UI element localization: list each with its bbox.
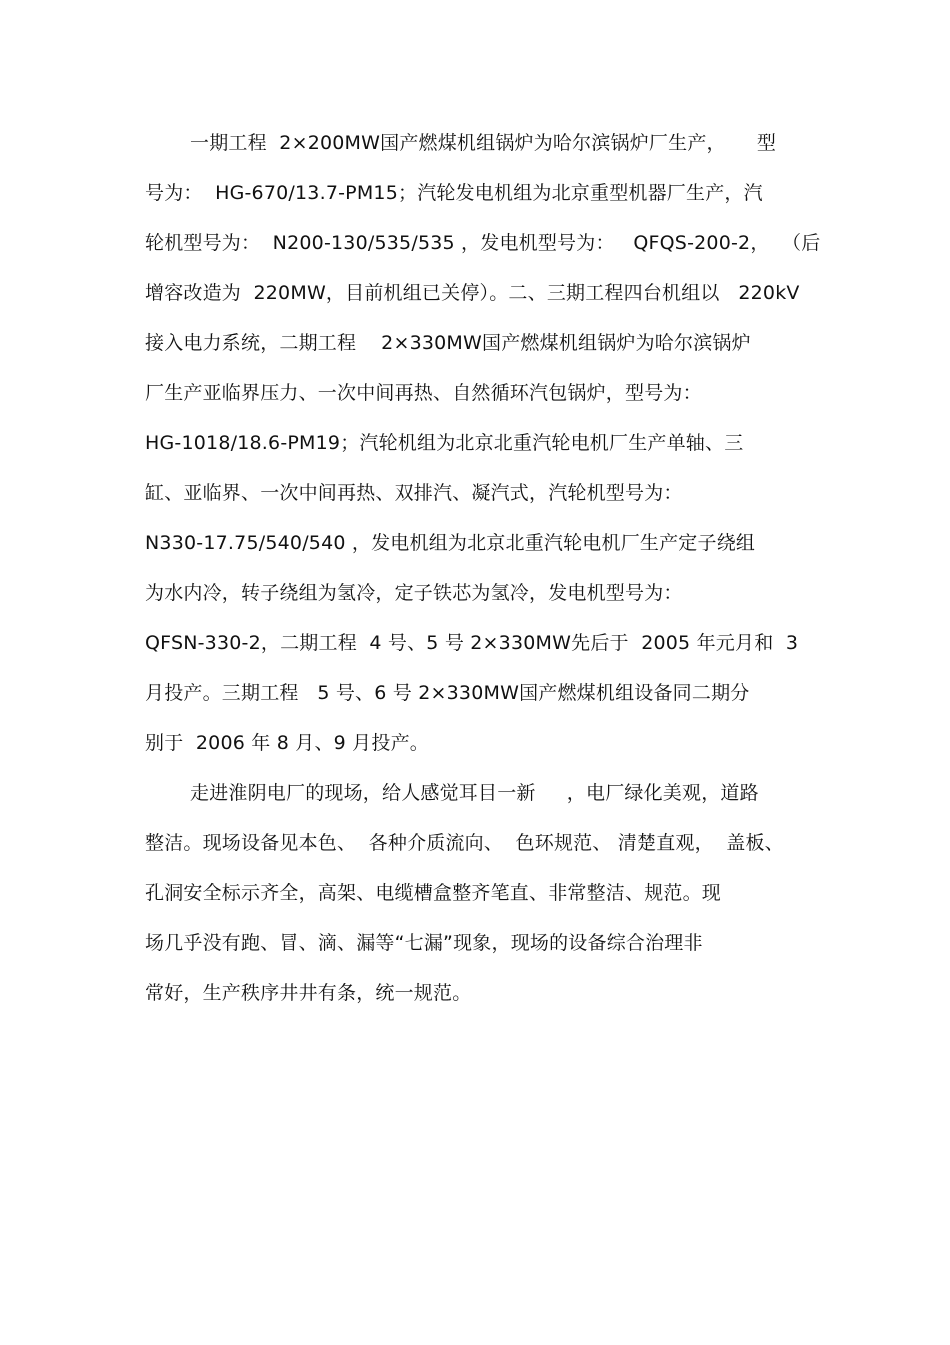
paragraph-2-line-1: 走进淮阴电厂的现场，给人感觉耳目一新 ，电厂绿化美观，道路 (190, 782, 759, 804)
paragraph-1-line-10: 为水内冷，转子绕组为氢冷，定子铁芯为氢冷，发电机型号为： (145, 582, 683, 604)
paragraph-1-line-8: 缸、亚临界、一次中间再热、双排汽、凝汽式，汽轮机型号为： (145, 482, 683, 504)
paragraph-2-line-3: 孔洞安全标示齐全，高架、电缆槽盒整齐笔直、非常整洁、规范。现 (145, 882, 722, 904)
paragraph-1-line-11: QFSN-330-2，二期工程 4 号、5 号 2×330MW先后于 2005 年元月和 3 (145, 632, 799, 654)
paragraph-1-line-4: 增容改造为 220MW，目前机组已关停）。二、三期工程四台机组以 220kV (145, 282, 800, 304)
paragraph-2-line-5: 常好，生产秩序井井有条，统一规范。 (145, 982, 472, 1004)
paragraph-2-line-4: 场几乎没有跑、冒、滴、漏等“七漏”现象，现场的设备综合治理非 (145, 932, 703, 954)
paragraph-2-line-2: 整洁。现场设备见本色、 各种介质流向、 色环规范、 清楚直观， 盖板、 (145, 832, 784, 854)
paragraph-1-line-2: 号为： HG-670/13.7-PM15；汽轮发电机组为北京重型机器厂生产，汽 (145, 182, 763, 204)
paragraph-1-line-1: 一期工程 2×200MW国产燃煤机组锅炉为哈尔滨锅炉厂生产， 型 (190, 132, 777, 154)
paragraph-1-line-6: 厂生产亚临界压力、一次中间再热、自然循环汽包锅炉，型号为： (145, 382, 702, 404)
paragraph-1-line-7: HG-1018/18.6-PM19；汽轮机组为北京北重汽轮电机厂生产单轴、三 (145, 432, 744, 454)
paragraph-1-line-3: 轮机型号为： N200-130/535/535 ，发电机型号为： QFQS-200-2， （后 (145, 232, 821, 254)
paragraph-1-line-13: 别于 2006 年 8 月、9 月投产。 (145, 732, 429, 754)
paragraph-1-line-5: 接入电力系统，二期工程 2×330MW国产燃煤机组锅炉为哈尔滨锅炉 (145, 332, 751, 354)
paragraph-1-line-12: 月投产。三期工程 5 号、6 号 2×330MW国产燃煤机组设备同二期分 (145, 682, 750, 704)
paragraph-1-line-9: N330-17.75/540/540 ，发电机组为北京北重汽轮电机厂生产定子绕组 (145, 532, 756, 554)
